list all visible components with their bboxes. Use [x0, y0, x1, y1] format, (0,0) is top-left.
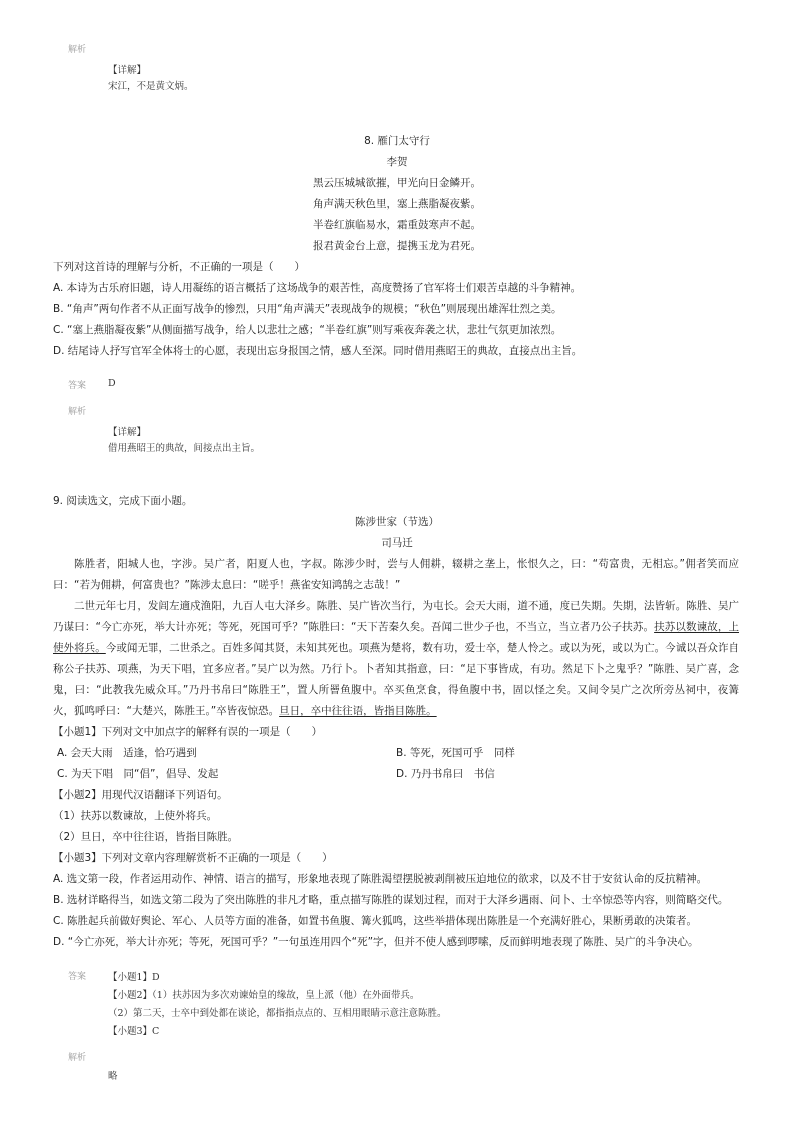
- detail-text: 宋江，不是黄文炳。: [108, 81, 194, 92]
- answer-sub2-2: （2）第二天，士卒中到处都在谈论，都指指点点的、互相用眼睛示意注意陈胜。: [108, 1008, 447, 1019]
- option-c: C. “塞上燕脂凝夜紫”从侧面描写战争，给人以悲壮之感；“半卷红旗”则写乘夜奔袭之状，悲壮气氛更加浓烈。: [53, 324, 562, 336]
- answer-value: D: [108, 378, 116, 389]
- subquestion-1-option-b: B. 等死，死国可乎 同样: [396, 747, 515, 759]
- subquestion-2-item-2: （2）旦日，卒中往往语，皆指目陈胜。: [53, 831, 239, 843]
- answer-label: 答案: [68, 381, 87, 391]
- subquestion-1-option-d: D. 乃丹书帛曰 书信: [396, 768, 495, 780]
- passage-paragraph-2: [53, 596, 739, 722]
- poem-author: 李贺: [386, 156, 408, 168]
- underlined-sentence: 旦日，卒中往往语，皆指目陈胜。: [279, 705, 437, 717]
- option-a: A. 本诗为古乐府旧题，诗人用凝练的语言概括了这场战争的艰苦性，高度赞扬了官军将士们艰苦卓越的斗争精神。: [53, 282, 582, 294]
- analysis-label: 解析: [68, 1053, 87, 1063]
- subquestion-1-stem: 【小题1】下列对文中加点字的解释有误的一项是（ ）: [53, 726, 323, 738]
- option-d: D. 结尾诗人抒写官军全体将士的心愿，表现出忘身报国之情，感人至深。同时借用燕昭王的典故，直接点出主旨。: [53, 345, 583, 357]
- detail-text: 借用燕昭王的典故，间接点出主旨。: [108, 443, 261, 454]
- subquestion-3-option-b: B. 选材详略得当，如选文第二段为了突出陈胜的非凡才略，重点描写陈胜的谋划过程，而对于大泽乡遇雨、问卜、士卒惊恐等内容，则简略交代。: [53, 894, 729, 906]
- answer-sub1: 【小题1】D: [108, 972, 160, 983]
- underlined-sentence: 扶苏以数谏故，上使外将兵。: [53, 621, 739, 654]
- passage-text: 今或闻无罪，二世杀之。百姓多闻其贤，未知其死也。项燕为楚将，数有功，爱士卒，楚人怜之。或以为死，或以为亡。今诚以吾众诈自称公子扶苏、项燕，为天下唱，宜多应者。”吴广以为然。乃行卜。卜者知其指意，曰：“足下事皆成，有功。然足下卜之鬼乎？”陈胜、吴广喜，念鬼，曰：“此教我先威众耳。”乃丹书帛曰“陈胜王”，置人所罾鱼腹中。卒买鱼烹食，得鱼腹中书，固以怪之矣。又间令吴广之次所旁丛祠中，夜篝火，狐鸣呼曰：“大楚兴，陈胜王。”卒皆夜惊恐。: [53, 642, 740, 717]
- subquestion-2-item-1: （1）扶苏以数谏故，上使外将兵。: [53, 810, 218, 822]
- passage-author: 司马迁: [381, 537, 413, 549]
- option-b: B. “角声”两句作者不从正面写战争的惨烈，只用“角声满天”表现战争的规模；“秋色”则展现出雄浑壮烈之美。: [53, 303, 562, 315]
- detail-label: 【详解】: [108, 65, 147, 76]
- analysis-label: 解析: [68, 45, 87, 55]
- passage-title: 陈涉世家（节选）: [355, 516, 439, 528]
- question-stem: 下列对这首诗的理解与分析，不正确的一项是（ ）: [53, 261, 305, 273]
- subquestion-2-stem: 【小题2】用现代汉语翻译下列语句。: [53, 789, 228, 801]
- subquestion-3-option-c: C. 陈胜起兵前做好舆论、军心、人员等方面的准备，如置书鱼腹、篝火狐鸣，这些举措体现出陈胜是一个充满好胜心，果断勇敢的决策者。: [53, 915, 698, 927]
- answer-sub2-1: 【小题2】（1）扶苏因为多次劝谏始皇的缘故，皇上派（他）在外面带兵。: [108, 990, 420, 1001]
- analysis-text: 略: [108, 1071, 118, 1082]
- poem-line: 半卷红旗临易水，霜重鼓寒声不起。: [313, 219, 481, 231]
- passage-paragraph-1: 陈胜者，阳城人也，字涉。吴广者，阳夏人也，字叔。陈涉少时，尝与人佣耕，辍耕之垄上，怅恨久之，曰：“苟富贵，无相忘。”佣者笑而应曰：“若为佣耕，何富贵也？”陈涉太息曰：“嗟乎！燕雀安知鸿鹄之志哉！”: [53, 558, 739, 591]
- analysis-label: 解析: [68, 407, 87, 417]
- answer-label: 答案: [68, 972, 87, 982]
- poem-line: 报君黄金台上意，提携玉龙为君死。: [313, 240, 481, 252]
- poem-line: 角声满天秋色里，塞上燕脂凝夜紫。: [313, 198, 481, 210]
- subquestion-3-option-a: A. 选文第一段，作者运用动作、神情、语言的描写，形象地表现了陈胜渴望摆脱被剥削被压迫地位的欲求，以及不甘于安贫认命的反抗精神。: [53, 873, 708, 885]
- poem-title: 8. 雁门太守行: [364, 135, 430, 147]
- detail-label: 【详解】: [108, 427, 147, 438]
- poem-line: 黑云压城城欲摧，甲光向日金鳞开。: [313, 177, 481, 189]
- question-intro: 9. 阅读选文，完成下面小题。: [53, 495, 193, 507]
- subquestion-1-option-a: A. 会天大雨 适逢，恰巧遇到: [57, 747, 197, 759]
- subquestion-3-option-d: D. “今亡亦死，举大计亦死；等死，死国可乎？”一句虽连用四个“死”字，但并不使人感到啰嗦，反而鲜明地表现了陈胜、吴广的斗争决心。: [53, 936, 699, 948]
- answer-sub3: 【小题3】C: [108, 1026, 160, 1037]
- subquestion-1-option-c: C. 为天下唱 同“倡”，倡导、发起: [57, 768, 219, 780]
- subquestion-3-stem: 【小题3】下列对文章内容理解赏析不正确的一项是（ ）: [53, 852, 333, 864]
- passage-text: 二世元年七月，发闾左適戍渔阳，九百人屯大泽乡。陈胜、吴广皆次当行，为屯长。会天大雨，道不通，度已失期。失期，法皆斩。陈胜、吴广乃谋曰：“今亡亦死，举大计亦死；等死，死国可乎？”陈胜曰：“天下苦秦久矣。吾闻二世少子也，不当立，当立者乃公子扶苏。: [53, 600, 739, 633]
